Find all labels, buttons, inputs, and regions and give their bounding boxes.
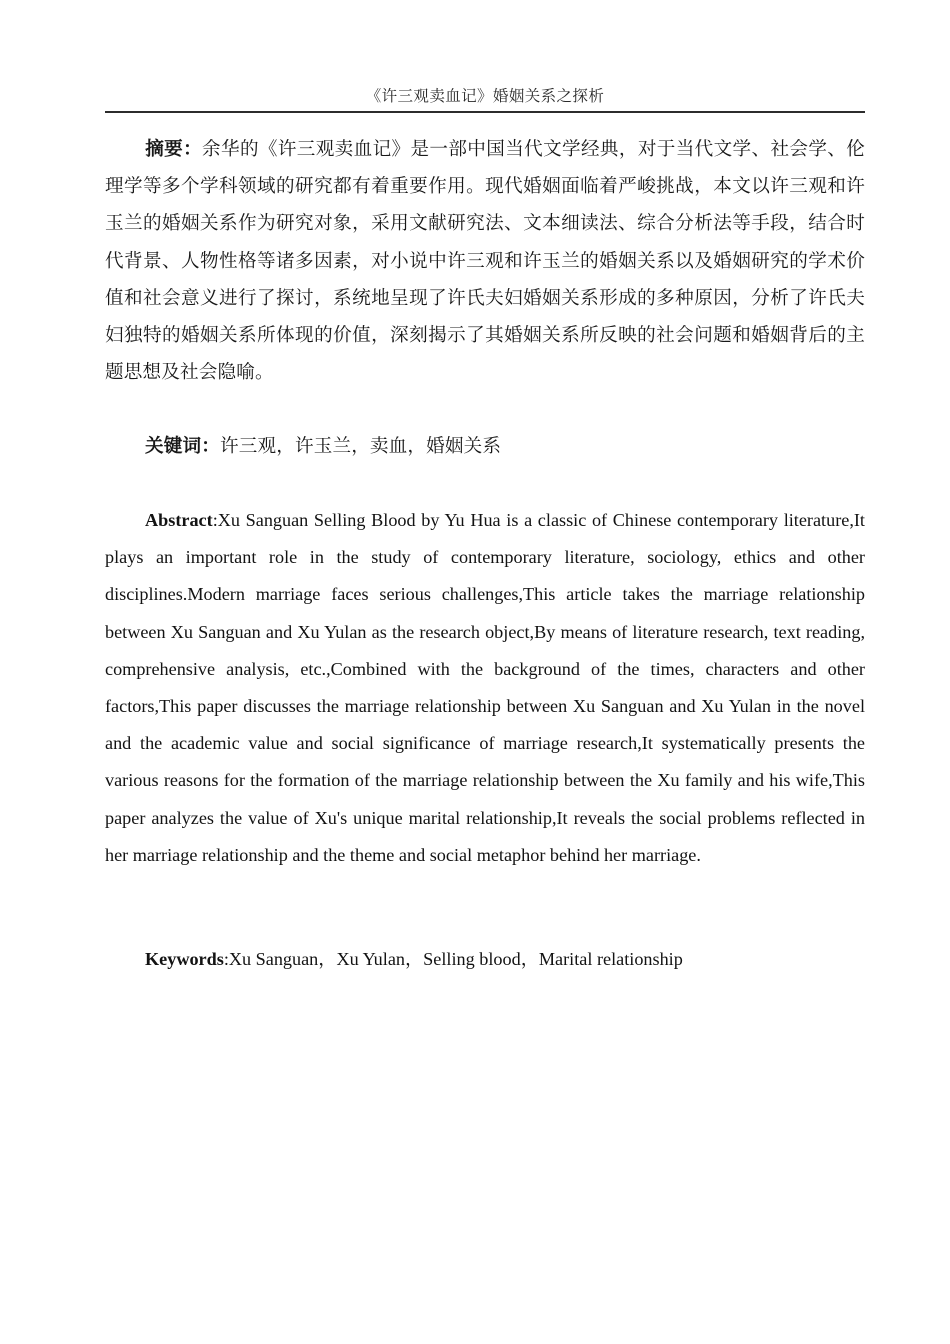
keywords-en-paragraph [105,941,865,978]
keywords-cn-paragraph [105,428,865,465]
header-divider [105,111,865,113]
abstract-en-text: :Xu Sanguan Selling Blood by Yu Hua is a classic of Chinese contemporary literature,It plays an important role in the study of contemporary literature, sociology, ethics and other disciplines.Modern marriage faces serious challenges,This article takes the marriage relationship between Xu Sanguan and Xu Yulan as the research object,By means of literature research, text reading, comprehensive analysis, etc.,Combined with the background of the times, characters and other factors,This paper discusses the marriage relationship between Xu Sanguan and Xu Yulan in the novel and the academic value and social significance of marriage research,It systematically presents the various reasons for the formation of the marriage relationship between the Xu family and his wife,This paper analyzes the value of Xu's unique marital relationship,It reveals the social problems reflected in her marriage relationship and the theme and social metaphor behind her marriage. [105,510,865,865]
abstract-cn-text: 余华的《许三观卖血记》是一部中国当代文学经典，对于当代文学、社会学、伦理学等多个学科领域的研究都有着重要作用。现代婚姻面临着严峻挑战，本文以许三观和许玉兰的婚姻关系作为研究对象，采用文献研究法、文本细读法、综合分析法等手段，结合时代背景、人物性格等诸多因素，对小说中许三观和许玉兰的婚姻关系以及婚姻研究的学术价值和社会意义进行了探讨，系统地呈现了许氏夫妇婚姻关系形成的多种原因，分析了许氏夫妇独特的婚姻关系所体现的价值，深刻揭示了其婚姻关系所反映的社会问题和婚姻背后的主题思想及社会隐喻。 [105,139,865,384]
abstract-cn-paragraph [105,131,865,391]
abstract-en-paragraph [105,502,865,874]
abstract-cn-block [105,131,865,391]
page-running-header [105,86,865,121]
abstract-en-label: Abstract [145,510,213,530]
keywords-cn-block [105,428,865,465]
keywords-cn-text: 许三观，许玉兰，卖血，婚姻关系 [219,436,502,457]
keywords-cn-label: 关键词： [145,436,220,457]
keywords-en-text: :Xu Sanguan，Xu Yulan，Selling blood，Marital relationship [223,949,683,969]
keywords-en-label: Keywords [145,949,224,969]
keywords-en-block [105,941,865,978]
page-title: 《许三观卖血记》婚姻关系之探析 [365,88,605,105]
abstract-cn-label: 摘要： [145,139,203,160]
abstract-en-block [105,502,865,874]
